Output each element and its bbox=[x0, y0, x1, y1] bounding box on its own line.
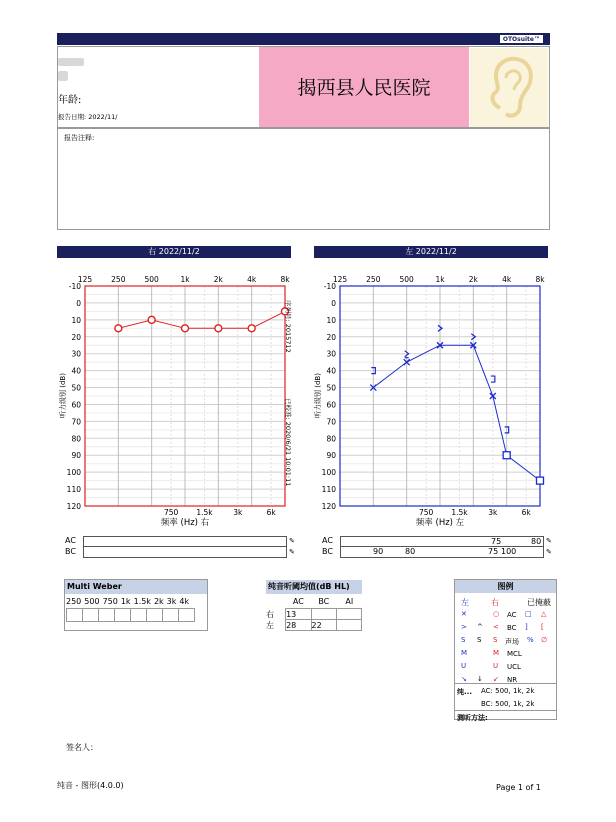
y-axis-label: 听力级别 (dB) bbox=[59, 373, 67, 418]
weber-cell bbox=[66, 608, 83, 622]
weber-title: Multi Weber bbox=[65, 580, 207, 594]
pta-title: 纯音听阈均值(dB HL) bbox=[266, 580, 362, 594]
footer-left: 纯音 - 图形(4.0.0) bbox=[57, 781, 124, 790]
x-minor-tick-label: 750 bbox=[164, 508, 179, 517]
edit-icon[interactable]: ✎ bbox=[546, 537, 552, 545]
weber-freq-label: 250 bbox=[66, 597, 82, 606]
x-tick-label: 1k bbox=[180, 275, 190, 284]
page-number: Page 1 of 1 bbox=[496, 783, 541, 792]
left-bc-value: 80 bbox=[405, 547, 416, 556]
legend-masked: 已掩蔽 bbox=[527, 598, 551, 607]
weber-cell bbox=[114, 608, 131, 622]
table-row: 右 13 bbox=[266, 609, 362, 620]
x-tick-label: 250 bbox=[111, 275, 126, 284]
left-bc-value: 75 bbox=[488, 547, 499, 556]
y-tick-label: 50 bbox=[71, 383, 81, 393]
x-tick-label: 250 bbox=[366, 275, 381, 284]
y-tick-label: 110 bbox=[66, 485, 81, 495]
ac-point bbox=[148, 316, 155, 323]
weber-cell bbox=[98, 608, 115, 622]
y-tick-label: 0 bbox=[76, 298, 81, 308]
report-notes bbox=[57, 128, 550, 230]
y-tick-label: 50 bbox=[326, 383, 336, 393]
legend-left: 左 bbox=[461, 598, 469, 607]
hospital-name: 揭西县人民医院 bbox=[297, 77, 431, 99]
calibration-date: 已校准: 2020/6/21 10:01:11 bbox=[284, 398, 292, 487]
x-tick-label: 8k bbox=[280, 275, 290, 284]
y-tick-label: 20 bbox=[71, 332, 81, 342]
signature-label: 签名人： bbox=[66, 743, 98, 752]
table-row: 左 28 22 bbox=[266, 620, 362, 631]
x-tick-label: 2k bbox=[468, 275, 478, 284]
x-tick-label: 8k bbox=[535, 275, 545, 284]
y-tick-label: 110 bbox=[321, 485, 336, 495]
right-ac-bc-table: AC BC bbox=[65, 536, 287, 558]
notes-label: 报告注释: bbox=[64, 134, 95, 142]
edit-icon[interactable]: ✎ bbox=[289, 537, 295, 545]
y-tick-label: 70 bbox=[71, 417, 81, 427]
y-tick-label: 90 bbox=[71, 451, 81, 461]
y-tick-label: 20 bbox=[326, 332, 336, 342]
legend: 图例 左 右 已掩蔽 ✕ ○ AC □ △ > ^ < BC ] [ S S S 声场 % ∅ M M MCL U U UCL ↘ ↓ ↙ NR 纯... AC: 500, 1k, 2k BC: 500, 1k, 2k 测听方法: bbox=[454, 579, 557, 720]
ac-point bbox=[182, 325, 189, 332]
masked-ac-point bbox=[503, 452, 510, 459]
x-minor-tick-label: 6k bbox=[521, 508, 531, 517]
x-minor-tick-label: 750 bbox=[419, 508, 434, 517]
x-tick-label: 2k bbox=[213, 275, 223, 284]
pta-col: BC bbox=[318, 597, 330, 606]
top-banner bbox=[57, 33, 550, 45]
y-tick-label: 40 bbox=[326, 366, 336, 376]
weber-freq-label: 3k bbox=[166, 597, 177, 606]
y-tick-label: 10 bbox=[326, 315, 336, 325]
ac-point bbox=[248, 325, 255, 332]
edit-icon[interactable]: ✎ bbox=[289, 548, 295, 556]
redacted-id bbox=[58, 71, 68, 81]
y-tick-label: 120 bbox=[66, 502, 81, 511]
pta-col: AI bbox=[345, 597, 354, 606]
left-ac-value: 75 bbox=[491, 537, 502, 546]
legend-title: 图例 bbox=[455, 580, 556, 593]
y-tick-label: 120 bbox=[321, 502, 336, 511]
x-minor-tick-label: 1.5k bbox=[196, 508, 213, 517]
right-ear-header: 右 2022/11/2 bbox=[57, 246, 291, 258]
weber-cell bbox=[162, 608, 179, 622]
ac-point bbox=[115, 325, 122, 332]
edit-icon[interactable]: ✎ bbox=[546, 548, 552, 556]
left-bc-value: 90 bbox=[373, 547, 384, 556]
weber-cell-row bbox=[65, 608, 207, 622]
y-tick-label: 10 bbox=[71, 315, 81, 325]
x-tick-label: 4k bbox=[502, 275, 512, 284]
x-tick-label: 500 bbox=[144, 275, 159, 284]
legend-right: 右 bbox=[491, 598, 499, 607]
y-tick-label: 90 bbox=[326, 451, 336, 461]
pta-table bbox=[266, 580, 362, 631]
y-tick-label: 40 bbox=[71, 366, 81, 376]
x-tick-label: 1k bbox=[435, 275, 445, 284]
multi-weber-table bbox=[64, 579, 208, 631]
y-tick-label: 80 bbox=[326, 434, 336, 444]
left-bc-value: 100 bbox=[501, 547, 517, 556]
ear-icon bbox=[470, 48, 548, 127]
y-tick-label: -10 bbox=[68, 282, 81, 291]
weber-cell bbox=[178, 608, 195, 622]
x-axis-title: 频率 (Hz) 右 bbox=[160, 518, 210, 528]
report-date: 报告日期: 2022/11/ bbox=[58, 113, 118, 121]
left-ear-header: 左 2022/11/2 bbox=[314, 246, 548, 258]
x-minor-tick-label: 6k bbox=[266, 508, 276, 517]
masked-ac-point bbox=[537, 477, 544, 484]
hospital-banner bbox=[259, 47, 469, 127]
left-ac-bc-table: AC 75 80 BC 90 80 75 100 bbox=[322, 536, 544, 558]
weber-cell bbox=[130, 608, 147, 622]
weber-freq-row bbox=[65, 594, 207, 606]
y-tick-label: 70 bbox=[326, 417, 336, 427]
y-tick-label: -10 bbox=[323, 282, 336, 291]
right-audiogram bbox=[57, 268, 297, 536]
pta-col: AC bbox=[292, 597, 304, 606]
x-minor-tick-label: 3k bbox=[233, 508, 243, 517]
weber-freq-label: 1k bbox=[120, 597, 131, 606]
redacted-name bbox=[58, 58, 84, 66]
x-tick-label: 125 bbox=[332, 275, 348, 284]
y-tick-label: 100 bbox=[321, 468, 336, 478]
x-axis-title: 频率 (Hz) 左 bbox=[415, 518, 465, 528]
weber-freq-label: 750 bbox=[102, 597, 118, 606]
pta-values bbox=[266, 608, 362, 631]
left-ac-value: 80 bbox=[531, 537, 542, 546]
y-tick-label: 80 bbox=[71, 434, 81, 444]
y-tick-label: 30 bbox=[71, 349, 81, 359]
weber-freq-label: 4k bbox=[179, 597, 190, 606]
x-minor-tick-label: 3k bbox=[488, 508, 498, 517]
x-tick-label: 125 bbox=[77, 275, 93, 284]
ac-point bbox=[215, 325, 222, 332]
x-tick-label: 4k bbox=[247, 275, 257, 284]
serial-number: 序列号: 2015712 bbox=[284, 300, 292, 353]
y-tick-label: 0 bbox=[331, 298, 336, 308]
x-tick-label: 500 bbox=[399, 275, 414, 284]
weber-freq-label: 500 bbox=[84, 597, 100, 606]
weber-freq-label: 2k bbox=[153, 597, 164, 606]
weber-cell bbox=[82, 608, 99, 622]
otosuite-logo: OTOsuite™ bbox=[499, 34, 544, 44]
y-axis-label: 听力级别 (dB) bbox=[314, 373, 322, 418]
weber-cell bbox=[146, 608, 163, 622]
age-label: 年龄: bbox=[58, 95, 82, 106]
y-tick-label: 60 bbox=[326, 400, 336, 410]
grid bbox=[340, 286, 540, 506]
x-minor-tick-label: 1.5k bbox=[451, 508, 468, 517]
y-tick-label: 60 bbox=[71, 400, 81, 410]
grid bbox=[85, 286, 285, 506]
weber-freq-label: 1.5k bbox=[133, 597, 151, 606]
y-tick-label: 100 bbox=[66, 468, 81, 478]
left-audiogram bbox=[312, 268, 552, 536]
y-tick-label: 30 bbox=[326, 349, 336, 359]
